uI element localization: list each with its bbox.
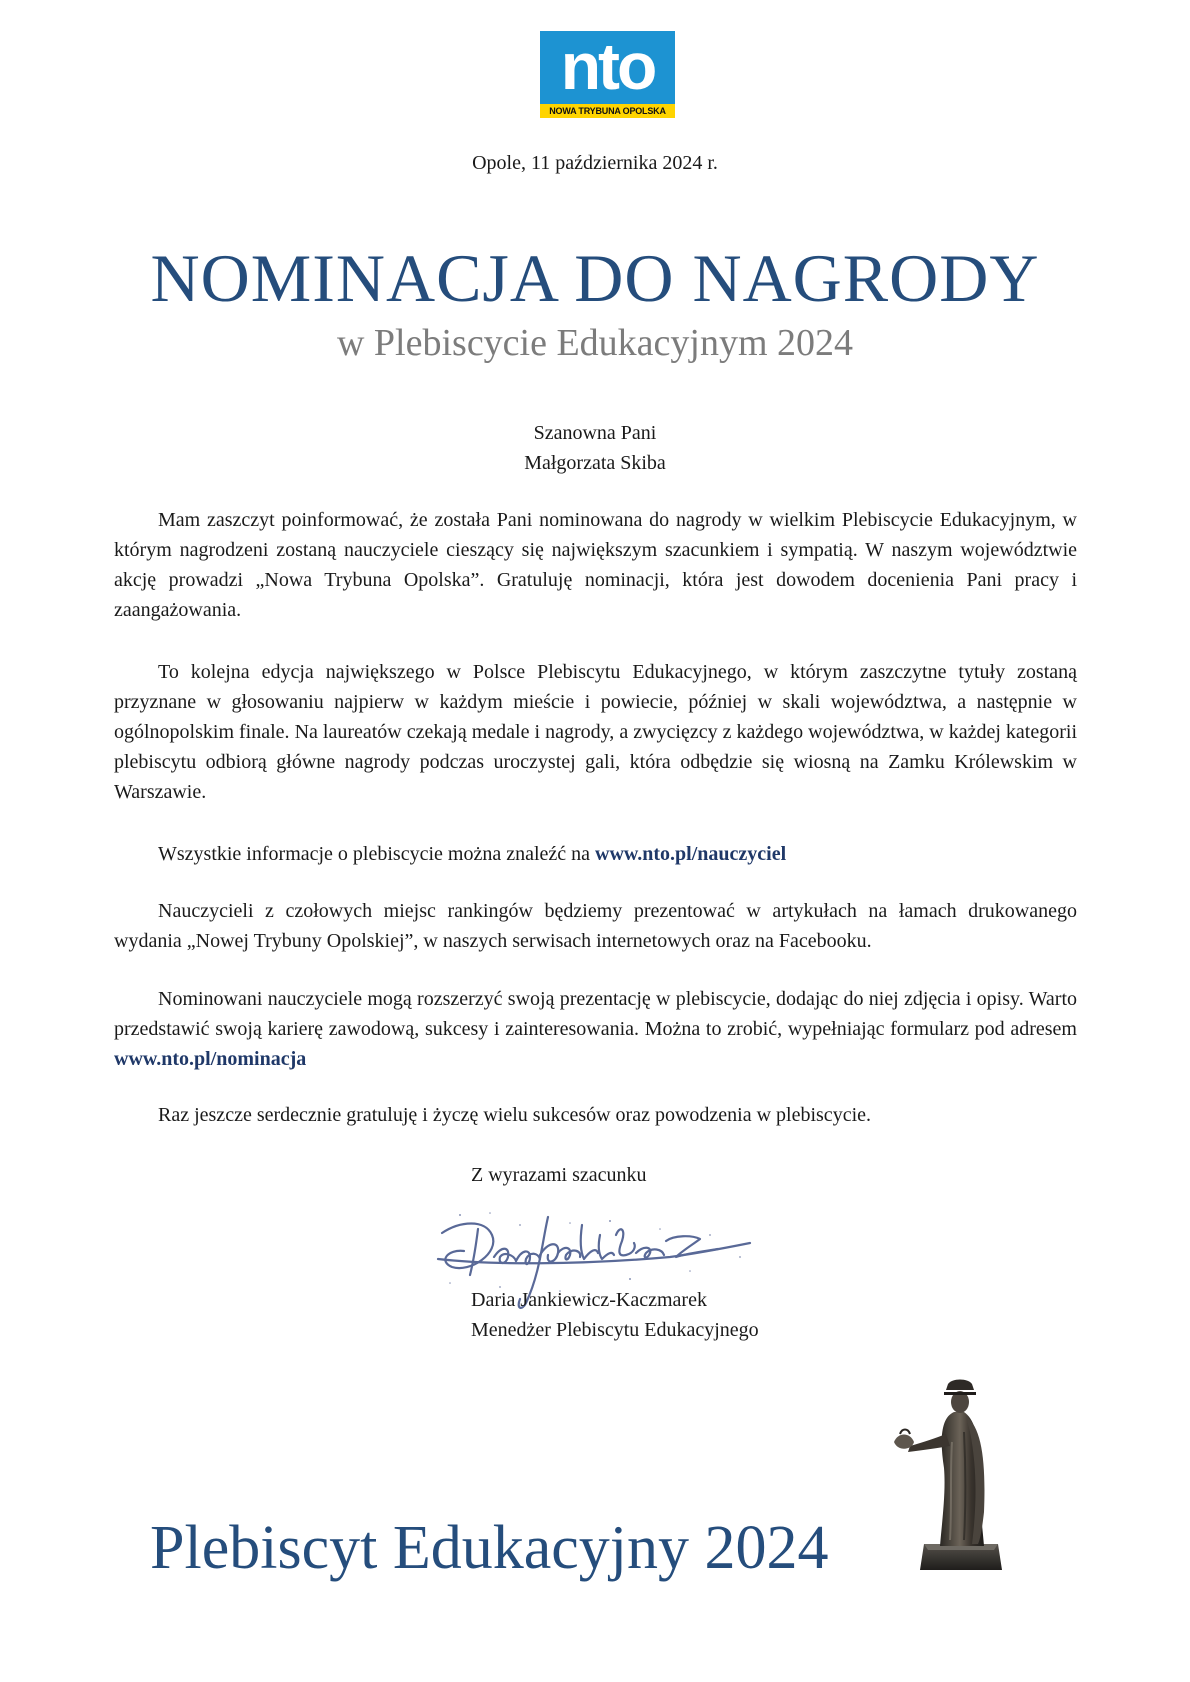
page-subtitle: w Plebiscycie Edukacyjnym 2024 [336, 322, 854, 364]
paragraph-3 [114, 839, 1077, 869]
paragraph-1-text: Mam zaszczyt poinformować, że została Pani nominowana do nagrody w wielkim Plebiscycie Edukacyjnym, w którym nagrodzeni zostaną nauczyciele cieszący się największym szacunkiem i sympatią. W naszym województwie akcję prowadzi „Nowa Trybuna Opolska”. Gratuluję nominacji, która jest dowodem docenienia Pani pracy i zaangażowania. [114, 509, 1077, 621]
paragraph-3-lead: Wszystkie informacje o plebiscycie można znaleźć na [158, 843, 596, 865]
paragraph-5 [114, 984, 1077, 1074]
nto-logo [540, 31, 675, 117]
paragraph-2 [114, 657, 1077, 807]
statuette-image [880, 1372, 1020, 1572]
paragraph-4-text: Nauczycieli z czołowych miejsc rankingów będziemy prezentować w artykułach na łamach drukowanego wydania „Nowej Trybuny Opolskiej”, w naszych serwisach internetowych oraz na Facebooku. [114, 900, 1077, 952]
page-title: NOMINACJA DO NAGRODY [150, 240, 1040, 316]
paragraph-3-text [114, 839, 1077, 869]
footer-title: Plebiscyt Edukacyjny 2024 [150, 1514, 829, 1582]
signer-block [471, 1285, 759, 1345]
paragraph-5-text [114, 984, 1077, 1074]
paragraph-2-text: To kolejna edycja największego w Polsce Plebiscytu Edukacyjnego, w którym zaszczytne tytuły zostaną przyznane w głosowaniu najpierw w każdym mieście i powiecie, później w skali województwa, a następnie w ogólnopolskim finale. Na laureatów czekają medale i nagrody, a zwycięzcy z każdego województwa, w każdej kategorii plebiscytu odbiorą główne nagrody podczas uroczystej gali, która odbędzie się wiosną na Zamku Królewskim w Warszawie. [114, 661, 1077, 803]
paragraph-4 [114, 896, 1077, 956]
paragraph-6-text: Raz jeszcze serdecznie gratuluję i życzę wielu sukcesów oraz powodzenia w plebiscycie. [158, 1104, 871, 1126]
nauczyciel-link[interactable]: www.nto.pl/nauczyciel [595, 843, 787, 865]
salutation: Szanowna Pani [533, 422, 657, 444]
nominacja-link[interactable]: www.nto.pl/nominacja [114, 1048, 307, 1070]
closing-phrase: Z wyrazami szacunku [471, 1164, 647, 1186]
recipient-name: Małgorzata Skiba [524, 452, 666, 474]
logo-subtitle: NOWA TRYBUNA OPOLSKA [549, 106, 666, 116]
paragraph-1 [114, 505, 1077, 625]
paragraph-6 [114, 1100, 1077, 1130]
letter-date: Opole, 11 października 2024 r. [472, 152, 718, 174]
signer-role: Menedżer Plebiscytu Edukacyjnego [471, 1319, 759, 1341]
signer-name: Daria Jankiewicz-Kaczmarek [471, 1289, 707, 1311]
paragraph-5-lead: Nominowani nauczyciele mogą rozszerzyć swoją prezentację w plebiscycie, dodając do niej zdjęcia i opisy. Warto przedstawić swoją karierę zawodową, sukcesy i zainteresowania. Można to zrobić, wypełniając formularz pod adresem [114, 988, 1077, 1040]
logo-brand: nto [560, 29, 655, 103]
